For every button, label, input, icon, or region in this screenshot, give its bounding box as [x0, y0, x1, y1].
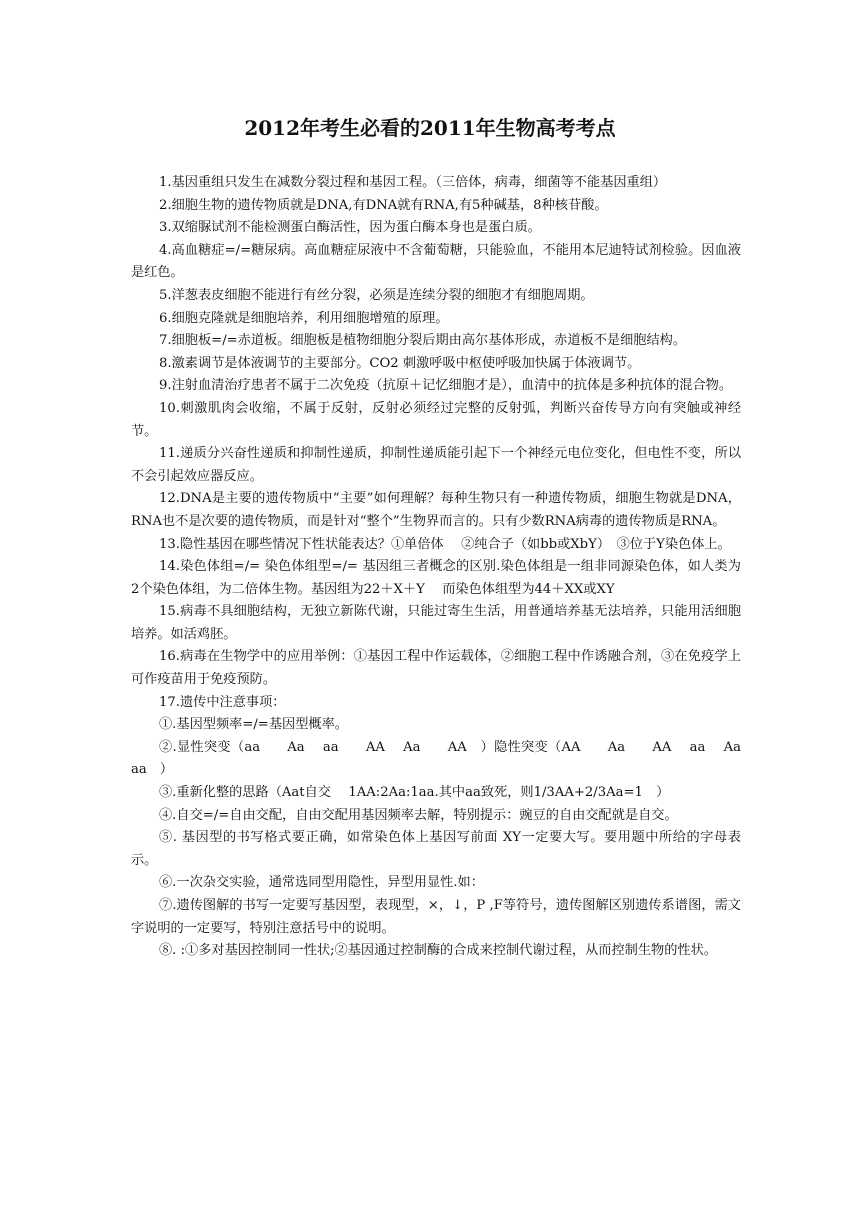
paragraph-17: 17.遗传中注意事项：	[159, 694, 286, 710]
paragraph-11: 11.递质分兴奋性递质和抑制性递质，抑制性递质能引起下一个神经元电位变化，但电性不变，所以不会引起效应器反应。	[131, 446, 741, 484]
subitem-4: ④.自交=/=自由交配，自由交配用基因频率去解，特别提示：豌豆的自由交配就是自交。	[159, 807, 678, 823]
subitem-3: ③.重新化整的思路（Aat自交 1AA:2Aa:1aa.其中aa致死，则1/3AA+2/3Aa=1 ）	[159, 785, 670, 801]
paragraph-2: 2.细胞生物的遗传物质就是DNA,有DNA就有RNA,有5种碱基，8种核苷酸。	[159, 197, 608, 213]
subitem-5: ⑤. 基因型的书写格式要正确，如常染色体上基因写前面 XY一定要大写。要用题中所给的字母表示。	[131, 830, 741, 868]
paragraph-14: 14.染色体组=/= 染色体组型=/= 基因组三者概念的区别.染色体组是一组非同源染色体，如人类为2个染色体组，为二倍体生物。基因组为22＋X＋Y 而染色体组型为44＋XX或XY	[131, 559, 741, 597]
subitem-2: ②.显性突变（aa Aa aa AA Aa AA ）隐性突变（AA Aa AA aa Aa aa ）	[131, 739, 781, 778]
paragraph-16: 16.病毒在生物学中的应用举例：①基因工程中作运载体，②细胞工程中作诱融合剂，③在免疫学上可作疫苗用于免疫预防。	[131, 649, 741, 688]
paragraph-8: 8.激素调节是体液调节的主要部分。CO2 刺激呼吸中枢使呼吸加快属于体液调节。	[159, 355, 641, 371]
subitem-1: ①.基因型频率=/=基因型概率。	[159, 717, 348, 733]
paragraph-10: 10.刺激肌肉会收缩，不属于反射，反射必须经过完整的反射弧，判断兴奋传导方向有突触或神经节。	[131, 400, 741, 439]
subitem-6: ⑥.一次杂交实验，通常选同型用隐性，异型用显性.如：	[159, 875, 484, 891]
document-body	[131, 172, 781, 963]
paragraph-15: 15.病毒不具细胞结构，无独立新陈代谢，只能过寄生生活，用普通培养基无法培养，只能用活细胞培养。如活鸡胚。	[131, 604, 741, 642]
paragraph-12: 12.DNA是主要的遗传物质中“主要”如何理解？每种生物只有一种遗传物质，细胞生物就是DNA，RNA也不是次要的遗传物质，而是针对“整个”生物界而言的。只有少数RNA病毒的遗传物质是RNA。	[131, 491, 741, 529]
page-title: 2012年考生必看的2011年生物高考考点	[244, 116, 616, 140]
paragraph-1: 1.基因重组只发生在减数分裂过程和基因工程。（三倍体，病毒，细菌等不能基因重组）	[159, 175, 667, 190]
paragraph-13: 13.隐性基因在哪些情况下性状能表达？①单倍体 ②纯合子（如bb或XbY） ③位于Y染色体上。	[159, 536, 731, 552]
paragraph-7: 7.细胞板=/=赤道板。细胞板是植物细胞分裂后期由高尔基体形成，赤道板不是细胞结构。	[159, 333, 687, 349]
paragraph-6: 6.细胞克隆就是细胞培养，利用细胞增殖的原理。	[159, 310, 449, 326]
paragraph-3: 3.双缩脲试剂不能检测蛋白酶活性，因为蛋白酶本身也是蛋白质。	[159, 220, 541, 236]
subitem-7: ⑦.遗传图解的书写一定要写基因型，表现型，×，↓，P ,F等符号，遗传图解区别遗传系谱图，需文字说明的一定要写，特别注意括号中的说明。	[131, 898, 741, 936]
paragraph-9: 9.注射血清治疗患者不属于二次免疫（抗原＋记忆细胞才是），血清中的抗体是多种抗体的混合物。	[159, 378, 733, 394]
subitem-8: ⑧. :①多对基因控制同一性状;②基因通过控制酶的合成来控制代谢过程，从而控制生物的性状。	[159, 943, 717, 959]
paragraph-4: 4.高血糖症=/=糖尿病。高血糖症尿液中不含葡萄糖，只能验血，不能用本尼迪特试剂检验。因血液是红色。	[131, 242, 741, 281]
paragraph-5: 5.洋葱表皮细胞不能进行有丝分裂，必须是连续分裂的细胞才有细胞周期。	[159, 287, 594, 303]
